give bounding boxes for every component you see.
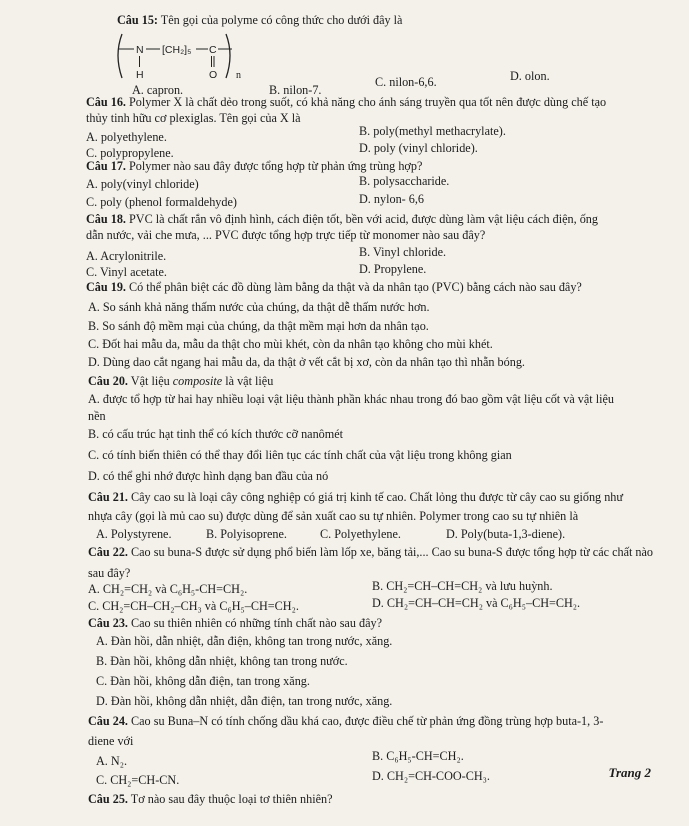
q23-stem: Câu 23. Cao su thiên nhiên có những tính chất nào sau đây?: [88, 616, 382, 630]
q20-option-a-line2[interactable]: nền: [88, 409, 106, 423]
polymer-structure-diagram: [108, 28, 258, 82]
q21-option-b[interactable]: B. Polyisoprene.: [206, 527, 287, 541]
q25-stem: Câu 25. Tơ nào sau đây thuộc loại tơ thiên nhiên?: [88, 792, 333, 806]
q18-option-a[interactable]: A. Acrylonitrile.: [86, 249, 167, 263]
q20-option-b[interactable]: B. có cấu trúc hạt tinh thể có kích thước cỡ nanômét: [88, 427, 344, 441]
q23-option-d[interactable]: D. Đàn hồi, không dẫn nhiệt, dẫn điện, tan trong nước, xăng.: [96, 694, 393, 708]
q19-number: Câu 19.: [86, 280, 126, 294]
q15-stem: [117, 14, 402, 26]
q23-option-a[interactable]: A. Đàn hồi, dẫn nhiệt, dẫn điện, không tan trong nước, xăng.: [96, 634, 393, 648]
q20-option-c[interactable]: C. có tính biến thiên có thể thay đổi liên tục các tính chất của vật liệu trong không gian: [88, 448, 512, 462]
q15-number: Câu 15:: [117, 13, 158, 27]
q17-option-a[interactable]: A. poly(vinyl chloride): [86, 177, 199, 191]
q24-option-a[interactable]: A. N₂.: [96, 754, 127, 768]
q21-stem-line1: Câu 21. Cây cao su là loại cây công nghiệp có giá trị kinh tế cao. Chất lỏng thu được từ cây cao su giống như: [88, 490, 623, 504]
q25-number: Câu 25.: [88, 792, 128, 806]
q24-option-d[interactable]: D. CH₂=CH-COO-CH₃.: [372, 769, 490, 783]
hydrogen-atom: H: [136, 69, 144, 81]
q22-option-c[interactable]: C. CH₂=CH–CH₂–CH₃ và C₆H₅–CH=CH₂.: [88, 599, 299, 613]
q22-number: Câu 22.: [88, 545, 128, 559]
q15-option-d[interactable]: D. olon.: [510, 69, 550, 83]
q19-option-d[interactable]: D. Dùng dao cắt ngang hai mẫu da, da thật ở vết cắt bị xơ, còn da nhân tạo thì nhẵn bóng.: [88, 355, 525, 369]
q24-option-b[interactable]: B. C₆H₅-CH=CH₂.: [372, 749, 464, 763]
q16-option-d[interactable]: D. poly (vinyl chloride).: [359, 141, 478, 155]
page-number: Trang 2: [608, 765, 651, 780]
q18-option-b[interactable]: B. Vinyl chloride.: [359, 245, 447, 259]
q23-option-b[interactable]: B. Đàn hồi, không dẫn nhiệt, không tan trong nước.: [96, 654, 348, 668]
q15-text: Tên gọi của polyme có công thức cho dưới đây là: [160, 13, 403, 27]
carbon-atom: C: [209, 44, 217, 56]
q17-stem: Câu 17. Polymer nào sau đây được tổng hợp từ phản ứng trùng hợp?: [86, 159, 423, 173]
q20-option-a-line1[interactable]: A. được tổ hợp từ hai hay nhiều loại vật liệu thành phần khác nhau trong đó bao gồm vật liệu cốt và vật liệu: [88, 392, 614, 406]
q15-option-c[interactable]: C. nilon-6,6.: [375, 75, 437, 89]
q16-stem-line2: thủy tinh hữu cơ plexiglas. Tên gọi của X là: [86, 111, 301, 125]
q22-option-d[interactable]: D. CH₂=CH–CH=CH₂ và C₆H₅–CH=CH₂.: [372, 596, 581, 610]
q18-option-d[interactable]: D. Propylene.: [359, 262, 427, 276]
q16-stem-line1: Câu 16. Polymer X là chất dẻo trong suốt, có khả năng cho ánh sáng truyền qua tốt nên được dùng chế tạo: [86, 95, 607, 109]
q17-number: Câu 17.: [86, 159, 126, 173]
q22-option-a[interactable]: A. CH₂=CH₂ và C₆H₅-CH=CH₂.: [88, 582, 248, 596]
q20-option-d[interactable]: D. có thể ghi nhớ được hình dạng ban đầu của nó: [88, 469, 329, 483]
q15-option-a[interactable]: A. capron.: [132, 83, 184, 97]
q21-option-d[interactable]: D. Poly(buta-1,3-diene).: [446, 527, 566, 541]
q16-number: Câu 16.: [86, 95, 126, 109]
q18-stem-line2: dẫn nước, vải che mưa, ... PVC được tổng hợp trực tiếp từ monomer nào sau đây?: [86, 228, 486, 242]
q16-option-a[interactable]: A. polyethylene.: [86, 130, 167, 144]
q21-number: Câu 21.: [88, 490, 128, 504]
q23-option-c[interactable]: C. Đàn hồi, không dẫn điện, tan trong xăng.: [96, 674, 310, 688]
q20-stem: Câu 20. Vật liệu composite là vật liệu: [88, 374, 274, 388]
q23-number: Câu 23.: [88, 616, 128, 630]
q15-polymer-formula: [108, 28, 258, 82]
q17-option-b[interactable]: B. polysaccharide.: [359, 174, 450, 188]
q16-option-c[interactable]: C. polypropylene.: [86, 146, 174, 160]
methylene-chain: [CH₂]₅: [162, 44, 192, 56]
q17-option-d[interactable]: D. nylon- 6,6: [359, 192, 424, 206]
q22-stem-line2: sau đây?: [88, 566, 131, 580]
q22-option-b[interactable]: B. CH₂=CH–CH=CH₂ và lưu huỳnh.: [372, 579, 553, 593]
q20-number: Câu 20.: [88, 374, 128, 388]
q21-stem-line2: nhựa cây (gọi là mủ cao su) được dùng để sản xuất cao su tự nhiên. Polymer trong cao su tự nhiên là: [88, 509, 579, 523]
q21-option-c[interactable]: C. Polyethylene.: [320, 527, 401, 541]
q16-option-b[interactable]: B. poly(methyl methacrylate).: [359, 124, 506, 138]
q19-option-b[interactable]: B. So sánh độ mềm mại của chúng, da thật mềm mại hơn da nhân tạo.: [88, 319, 429, 333]
q15-option-b[interactable]: B. nilon-7.: [269, 83, 322, 97]
q18-number: Câu 18.: [86, 212, 126, 226]
oxygen-atom: O: [209, 69, 218, 81]
q21-option-a[interactable]: A. Polystyrene.: [96, 527, 172, 541]
q24-option-c[interactable]: C. CH₂=CH-CN.: [96, 773, 180, 787]
q24-stem-line1: Câu 24. Cao su Buna–N có tính chống dầu khá cao, được điều chế từ phản ứng đồng trùng hợp buta-1, 3-: [88, 714, 604, 728]
q19-stem: Câu 19. Có thể phân biệt các đồ dùng làm bằng da thật và da nhân tạo (PVC) bằng cách nào sau đây?: [86, 280, 582, 294]
q24-stem-line2: diene với: [88, 734, 134, 748]
q22-stem-line1: Câu 22. Cao su buna-S được sử dụng phổ biến làm lốp xe, băng tải,... Cao su buna-S được tổng hợp từ các chất nào: [88, 545, 654, 559]
q24-number: Câu 24.: [88, 714, 128, 728]
q19-option-c[interactable]: C. Đốt hai mẫu da, mẫu da thật cho mùi khét, còn da nhân tạo không cho mùi khét.: [88, 337, 493, 351]
q18-option-c[interactable]: C. Vinyl acetate.: [86, 265, 167, 279]
repeat-subscript: n: [236, 70, 241, 81]
nitrogen-atom: N: [136, 44, 144, 56]
q19-option-a[interactable]: A. So sánh khả năng thấm nước của chúng, da thật dễ thấm nước hơn.: [88, 300, 430, 314]
q17-option-c[interactable]: C. poly (phenol formaldehyde): [86, 195, 237, 209]
q18-stem-line1: Câu 18. PVC là chất rắn vô định hình, cách điện tốt, bền với acid, được dùng làm vật liệu cách điện, ống: [86, 212, 598, 226]
